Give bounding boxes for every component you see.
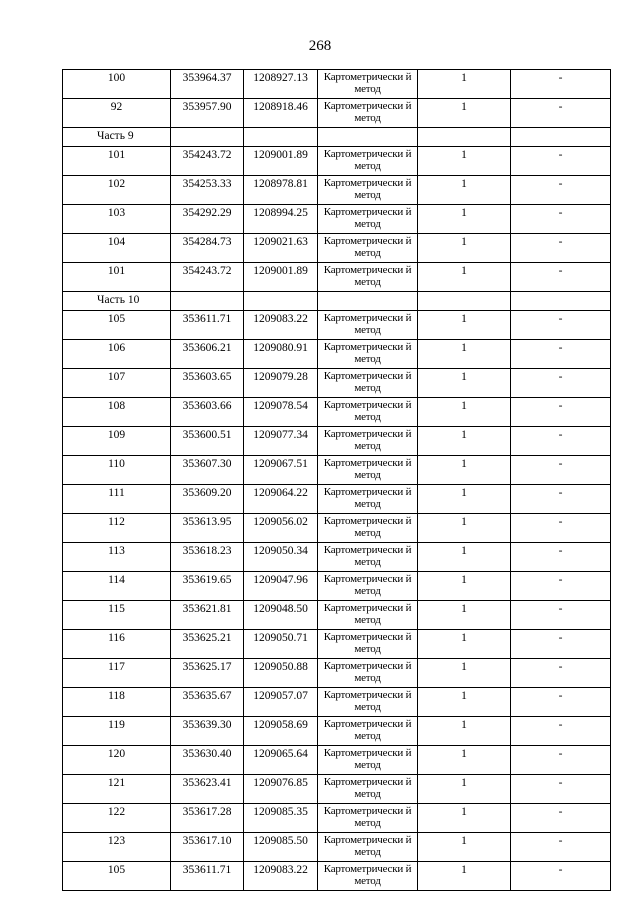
- method-cell: Картометрически й метод: [318, 263, 418, 292]
- y-coordinate-cell: 1209050.88: [244, 659, 318, 688]
- empty-cell: [171, 128, 244, 147]
- x-coordinate-cell: 353617.10: [171, 833, 244, 862]
- accuracy-cell: 1: [418, 485, 511, 514]
- accuracy-cell: 1: [418, 862, 511, 891]
- x-coordinate-cell: 353603.66: [171, 398, 244, 427]
- section-label: Часть 10: [63, 292, 171, 311]
- method-cell: Картометрически й метод: [318, 205, 418, 234]
- coordinates-table-body: [63, 70, 611, 891]
- point-number-cell: 110: [63, 456, 171, 485]
- y-coordinate-cell: 1209056.02: [244, 514, 318, 543]
- y-coordinate-cell: 1209064.22: [244, 485, 318, 514]
- point-number-cell: 104: [63, 234, 171, 263]
- x-coordinate-cell: 354253.33: [171, 176, 244, 205]
- empty-cell: [418, 128, 511, 147]
- note-cell: -: [511, 369, 611, 398]
- empty-cell: [244, 292, 318, 311]
- point-number-cell: 106: [63, 340, 171, 369]
- y-coordinate-cell: 1209048.50: [244, 601, 318, 630]
- accuracy-cell: 1: [418, 572, 511, 601]
- point-number-cell: 113: [63, 543, 171, 572]
- point-number-cell: 102: [63, 176, 171, 205]
- method-cell: Картометрически й метод: [318, 427, 418, 456]
- method-cell: Картометрически й метод: [318, 804, 418, 833]
- y-coordinate-cell: 1208978.81: [244, 176, 318, 205]
- empty-cell: [318, 292, 418, 311]
- x-coordinate-cell: 353603.65: [171, 369, 244, 398]
- y-coordinate-cell: 1209047.96: [244, 572, 318, 601]
- x-coordinate-cell: 353621.81: [171, 601, 244, 630]
- method-cell: Картометрически й метод: [318, 630, 418, 659]
- x-coordinate-cell: 353619.65: [171, 572, 244, 601]
- accuracy-cell: 1: [418, 427, 511, 456]
- method-cell: Картометрически й метод: [318, 601, 418, 630]
- point-number-cell: 123: [63, 833, 171, 862]
- x-coordinate-cell: 354243.72: [171, 147, 244, 176]
- accuracy-cell: 1: [418, 205, 511, 234]
- table-row: [63, 205, 611, 234]
- x-coordinate-cell: 353613.95: [171, 514, 244, 543]
- accuracy-cell: 1: [418, 630, 511, 659]
- table-row: [63, 572, 611, 601]
- table-row: [63, 775, 611, 804]
- accuracy-cell: 1: [418, 717, 511, 746]
- table-row: [63, 456, 611, 485]
- accuracy-cell: 1: [418, 514, 511, 543]
- empty-cell: [171, 292, 244, 311]
- y-coordinate-cell: 1209077.34: [244, 427, 318, 456]
- y-coordinate-cell: 1209085.35: [244, 804, 318, 833]
- note-cell: -: [511, 833, 611, 862]
- accuracy-cell: 1: [418, 147, 511, 176]
- page-number: 268: [308, 38, 332, 54]
- accuracy-cell: 1: [418, 659, 511, 688]
- method-cell: Картометрически й метод: [318, 70, 418, 99]
- point-number-cell: 107: [63, 369, 171, 398]
- x-coordinate-cell: 353957.90: [171, 99, 244, 128]
- y-coordinate-cell: 1209058.69: [244, 717, 318, 746]
- point-number-cell: 92: [63, 99, 171, 128]
- method-cell: Картометрически й метод: [318, 369, 418, 398]
- y-coordinate-cell: 1209083.22: [244, 311, 318, 340]
- note-cell: -: [511, 70, 611, 99]
- y-coordinate-cell: 1209001.89: [244, 147, 318, 176]
- x-coordinate-cell: 353625.21: [171, 630, 244, 659]
- x-coordinate-cell: 353607.30: [171, 456, 244, 485]
- method-cell: Картометрически й метод: [318, 775, 418, 804]
- note-cell: -: [511, 340, 611, 369]
- point-number-cell: 114: [63, 572, 171, 601]
- accuracy-cell: 1: [418, 234, 511, 263]
- x-coordinate-cell: 353609.20: [171, 485, 244, 514]
- table-row: [63, 398, 611, 427]
- y-coordinate-cell: 1209050.34: [244, 543, 318, 572]
- point-number-cell: 122: [63, 804, 171, 833]
- point-number-cell: 119: [63, 717, 171, 746]
- point-number-cell: 117: [63, 659, 171, 688]
- y-coordinate-cell: 1209001.89: [244, 263, 318, 292]
- point-number-cell: 109: [63, 427, 171, 456]
- point-number-cell: 116: [63, 630, 171, 659]
- accuracy-cell: 1: [418, 543, 511, 572]
- note-cell: -: [511, 176, 611, 205]
- table-row: [63, 340, 611, 369]
- method-cell: Картометрически й метод: [318, 340, 418, 369]
- x-coordinate-cell: 353623.41: [171, 775, 244, 804]
- note-cell: -: [511, 485, 611, 514]
- x-coordinate-cell: 353635.67: [171, 688, 244, 717]
- point-number-cell: 105: [63, 311, 171, 340]
- x-coordinate-cell: 353606.21: [171, 340, 244, 369]
- point-number-cell: 100: [63, 70, 171, 99]
- method-cell: Картометрически й метод: [318, 717, 418, 746]
- accuracy-cell: 1: [418, 601, 511, 630]
- y-coordinate-cell: 1209079.28: [244, 369, 318, 398]
- note-cell: -: [511, 147, 611, 176]
- accuracy-cell: 1: [418, 746, 511, 775]
- point-number-cell: 115: [63, 601, 171, 630]
- point-number-cell: 103: [63, 205, 171, 234]
- section-row: [63, 292, 611, 311]
- note-cell: -: [511, 862, 611, 891]
- table-row: [63, 311, 611, 340]
- method-cell: Картометрически й метод: [318, 456, 418, 485]
- x-coordinate-cell: 353964.37: [171, 70, 244, 99]
- table-row: [63, 485, 611, 514]
- accuracy-cell: 1: [418, 99, 511, 128]
- note-cell: -: [511, 659, 611, 688]
- point-number-cell: 121: [63, 775, 171, 804]
- note-cell: -: [511, 572, 611, 601]
- method-cell: Картометрически й метод: [318, 398, 418, 427]
- table-row: [63, 234, 611, 263]
- table-row: [63, 147, 611, 176]
- x-coordinate-cell: 354284.73: [171, 234, 244, 263]
- method-cell: Картометрически й метод: [318, 311, 418, 340]
- point-number-cell: 101: [63, 263, 171, 292]
- method-cell: Картометрически й метод: [318, 572, 418, 601]
- table-row: [63, 543, 611, 572]
- note-cell: -: [511, 717, 611, 746]
- method-cell: Картометрически й метод: [318, 746, 418, 775]
- table-row: [63, 70, 611, 99]
- method-cell: Картометрически й метод: [318, 99, 418, 128]
- point-number-cell: 120: [63, 746, 171, 775]
- x-coordinate-cell: 353617.28: [171, 804, 244, 833]
- note-cell: -: [511, 205, 611, 234]
- x-coordinate-cell: 353611.71: [171, 311, 244, 340]
- method-cell: Картометрически й метод: [318, 833, 418, 862]
- x-coordinate-cell: 353625.17: [171, 659, 244, 688]
- table-row: [63, 804, 611, 833]
- method-cell: Картометрически й метод: [318, 543, 418, 572]
- table-row: [63, 833, 611, 862]
- method-cell: Картометрически й метод: [318, 176, 418, 205]
- x-coordinate-cell: 353630.40: [171, 746, 244, 775]
- note-cell: -: [511, 99, 611, 128]
- table-row: [63, 862, 611, 891]
- accuracy-cell: 1: [418, 263, 511, 292]
- table-row: [63, 514, 611, 543]
- y-coordinate-cell: 1209076.85: [244, 775, 318, 804]
- table-row: [63, 427, 611, 456]
- accuracy-cell: 1: [418, 369, 511, 398]
- accuracy-cell: 1: [418, 176, 511, 205]
- section-row: [63, 128, 611, 147]
- empty-cell: [244, 128, 318, 147]
- empty-cell: [511, 292, 611, 311]
- note-cell: -: [511, 688, 611, 717]
- point-number-cell: 108: [63, 398, 171, 427]
- note-cell: -: [511, 775, 611, 804]
- method-cell: Картометрически й метод: [318, 147, 418, 176]
- note-cell: -: [511, 398, 611, 427]
- empty-cell: [318, 128, 418, 147]
- accuracy-cell: 1: [418, 340, 511, 369]
- point-number-cell: 105: [63, 862, 171, 891]
- note-cell: -: [511, 543, 611, 572]
- x-coordinate-cell: 354243.72: [171, 263, 244, 292]
- y-coordinate-cell: 1209057.07: [244, 688, 318, 717]
- table-row: [63, 99, 611, 128]
- empty-cell: [418, 292, 511, 311]
- point-number-cell: 111: [63, 485, 171, 514]
- note-cell: -: [511, 514, 611, 543]
- y-coordinate-cell: 1209065.64: [244, 746, 318, 775]
- table-row: [63, 630, 611, 659]
- note-cell: -: [511, 427, 611, 456]
- table-row: [63, 263, 611, 292]
- note-cell: -: [511, 311, 611, 340]
- x-coordinate-cell: 353600.51: [171, 427, 244, 456]
- y-coordinate-cell: 1208927.13: [244, 70, 318, 99]
- accuracy-cell: 1: [418, 311, 511, 340]
- y-coordinate-cell: 1209083.22: [244, 862, 318, 891]
- note-cell: -: [511, 804, 611, 833]
- x-coordinate-cell: 353639.30: [171, 717, 244, 746]
- accuracy-cell: 1: [418, 833, 511, 862]
- point-number-cell: 118: [63, 688, 171, 717]
- accuracy-cell: 1: [418, 70, 511, 99]
- note-cell: -: [511, 456, 611, 485]
- y-coordinate-cell: 1209067.51: [244, 456, 318, 485]
- table-row: [63, 659, 611, 688]
- accuracy-cell: 1: [418, 456, 511, 485]
- table-row: [63, 369, 611, 398]
- y-coordinate-cell: 1209021.63: [244, 234, 318, 263]
- table-row: [63, 176, 611, 205]
- point-number-cell: 101: [63, 147, 171, 176]
- method-cell: Картометрически й метод: [318, 659, 418, 688]
- empty-cell: [511, 128, 611, 147]
- y-coordinate-cell: 1208918.46: [244, 99, 318, 128]
- note-cell: -: [511, 234, 611, 263]
- method-cell: Картометрически й метод: [318, 688, 418, 717]
- accuracy-cell: 1: [418, 804, 511, 833]
- x-coordinate-cell: 353611.71: [171, 862, 244, 891]
- table-row: [63, 601, 611, 630]
- table-row: [63, 746, 611, 775]
- method-cell: Картометрически й метод: [318, 514, 418, 543]
- accuracy-cell: 1: [418, 688, 511, 717]
- y-coordinate-cell: 1209080.91: [244, 340, 318, 369]
- accuracy-cell: 1: [418, 775, 511, 804]
- note-cell: -: [511, 601, 611, 630]
- point-number-cell: 112: [63, 514, 171, 543]
- note-cell: -: [511, 263, 611, 292]
- method-cell: Картометрически й метод: [318, 485, 418, 514]
- method-cell: Картометрически й метод: [318, 862, 418, 891]
- coordinates-table: [62, 69, 611, 891]
- section-label: Часть 9: [63, 128, 171, 147]
- note-cell: -: [511, 630, 611, 659]
- y-coordinate-cell: 1208994.25: [244, 205, 318, 234]
- x-coordinate-cell: 354292.29: [171, 205, 244, 234]
- x-coordinate-cell: 353618.23: [171, 543, 244, 572]
- table-row: [63, 717, 611, 746]
- accuracy-cell: 1: [418, 398, 511, 427]
- y-coordinate-cell: 1209078.54: [244, 398, 318, 427]
- table-row: [63, 688, 611, 717]
- y-coordinate-cell: 1209085.50: [244, 833, 318, 862]
- y-coordinate-cell: 1209050.71: [244, 630, 318, 659]
- method-cell: Картометрически й метод: [318, 234, 418, 263]
- note-cell: -: [511, 746, 611, 775]
